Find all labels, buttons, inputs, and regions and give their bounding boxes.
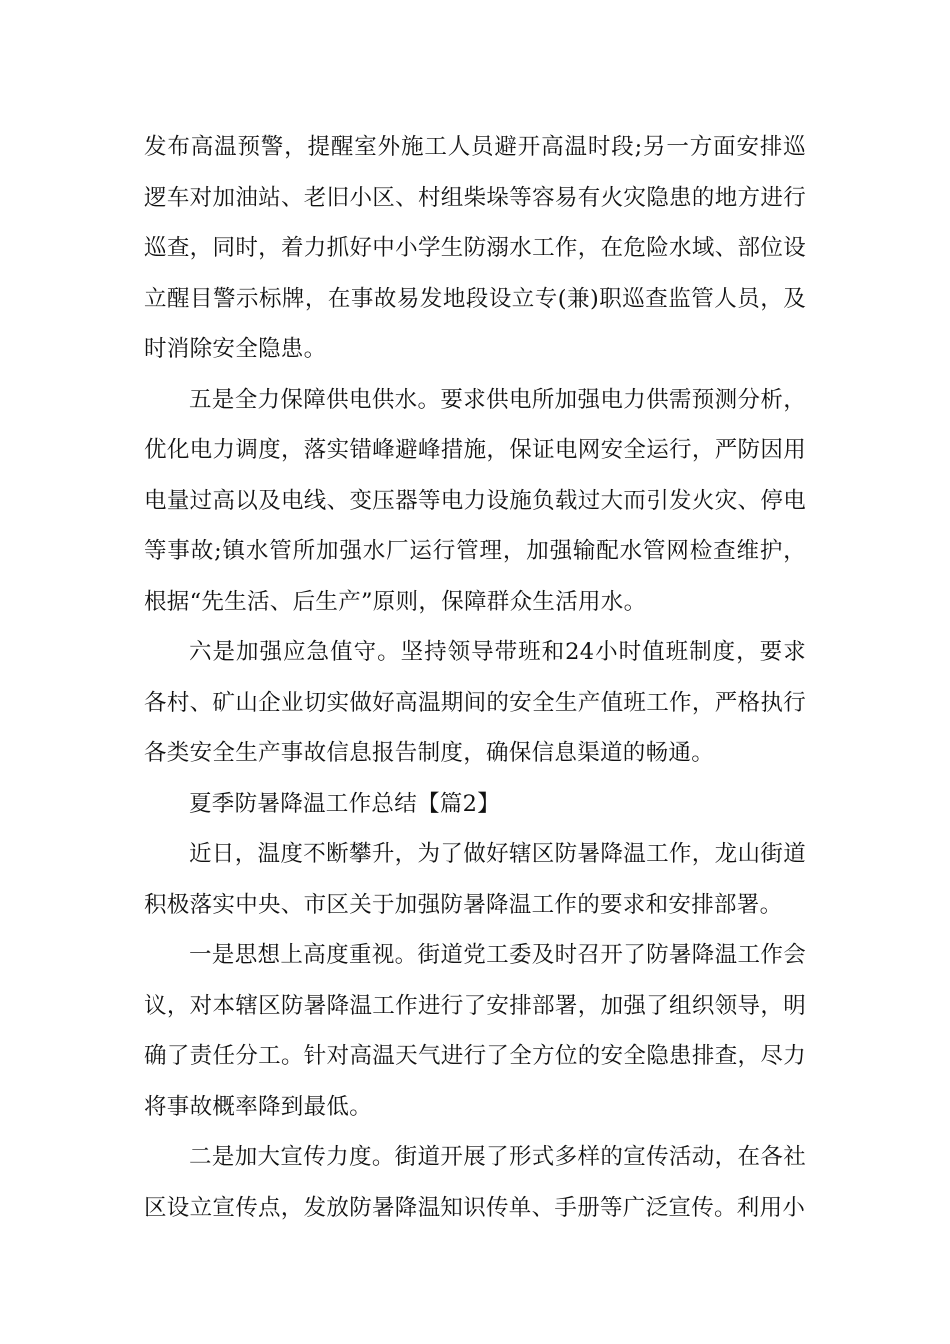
paragraph-five-power-water: 五是全力保障供电供水。要求供电所加强电力供需预测分析，优化电力调度，落实错峰避峰措施，保证电网安全运行，严防因用电量过高以及电线、变压器等电力设施负载过大而引发火灾、停电等事故;镇水管所加强水厂运行管理，加强输配水管网检查维护，根据“先生活、后生产”原则，保障群众生活用水。 [144,386,806,615]
paragraph-continuation: 发布高温预警，提醒室外施工人员避开高温时段;另一方面安排巡逻车对加油站、老旧小区、村组柴垛等容易有火灾隐患的地方进行巡查，同时，着力抓好中小学生防溺水工作，在危险水域、部位设立醒目警示标牌，在事故易发地段设立专(兼)职巡查监管人员，及时消除安全隐患。 [144,134,806,362]
document-body [144,122,806,1233]
paragraph-two-publicity: 二是加大宣传力度。街道开展了形式多样的宣传活动，在各社区设立宣传点，发放防暑降温知识传单、手册等广泛宣传。利用小 [144,1144,806,1221]
paragraph-six-emergency-duty: 六是加强应急值守。坚持领导带班和24小时值班制度，要求各村、矿山企业切实做好高温期间的安全生产值班工作，严格执行各类安全生产事故信息报告制度，确保信息渠道的畅通。 [144,639,806,766]
paragraph-intro: 近日，温度不断攀升，为了做好辖区防暑降温工作，龙山街道积极落实中央、市区关于加强防暑降温工作的要求和安排部署。 [144,841,806,918]
section-heading: 夏季防暑降温工作总结【篇2】 [189,790,501,817]
paragraph-one-attention: 一是思想上高度重视。街道党工委及时召开了防暑降温工作会议，对本辖区防暑降温工作进行了安排部署，加强了组织领导，明确了责任分工。针对高温天气进行了全方位的安全隐患排查，尽力将事故概率降到最低。 [144,942,806,1120]
